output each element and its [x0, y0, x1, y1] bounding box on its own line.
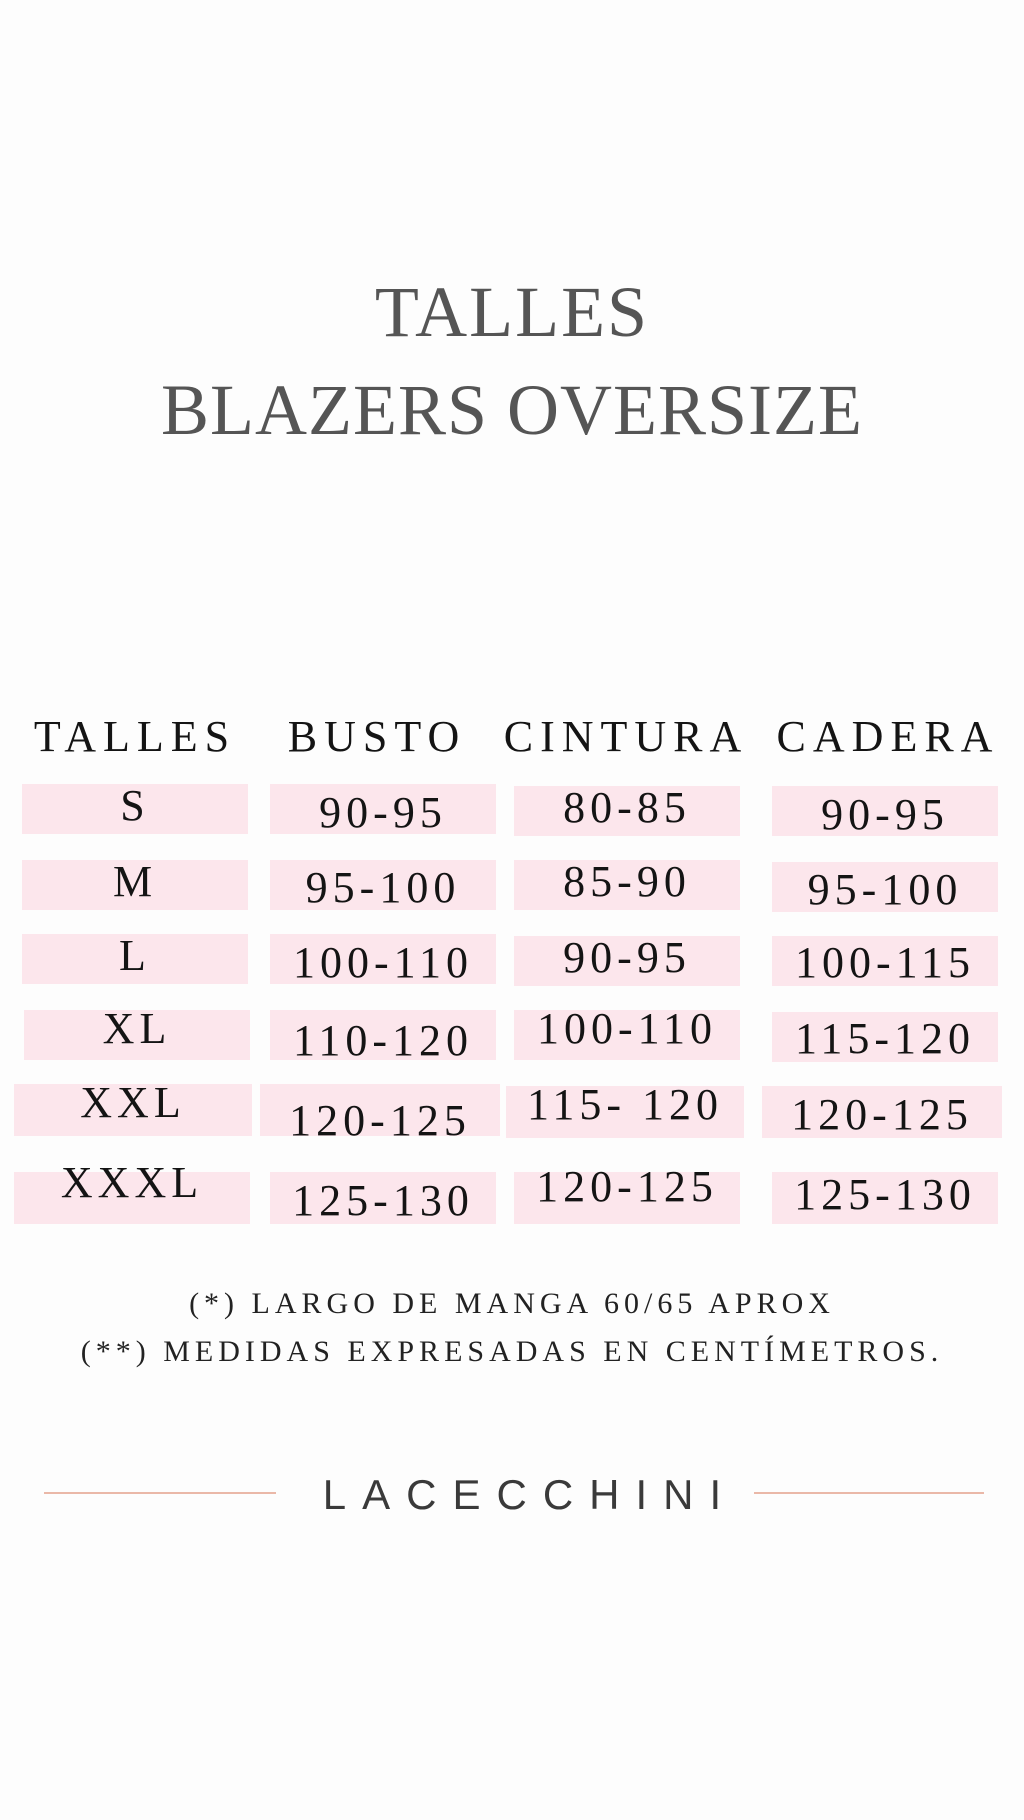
header-busto: BUSTO [287, 712, 467, 761]
divider-left [44, 1492, 276, 1494]
table-cell [24, 1004, 250, 1060]
table-cell [772, 936, 998, 986]
table-cell [514, 1162, 740, 1224]
cadera-value: 115-120 [794, 1014, 976, 1063]
cintura-value: 90-95 [563, 933, 691, 982]
cadera-value: 95-100 [807, 865, 963, 914]
table-cell [22, 931, 248, 984]
table-cell [772, 1172, 998, 1224]
cadera-value: 100-115 [794, 938, 976, 987]
cadera-value: 125-130 [794, 1170, 976, 1219]
busto-value: 90-95 [319, 788, 447, 837]
table-cell [514, 857, 740, 910]
busto-value: 125-130 [292, 1176, 474, 1225]
header-talles: TALLES [33, 712, 237, 761]
note-sleeve-length: (*) LARGO DE MANGA 60/65 APROX [189, 1287, 835, 1320]
size-label: XXXL [60, 1158, 204, 1207]
table-cell [270, 1010, 496, 1065]
size-label: XL [102, 1004, 172, 1053]
divider-right [754, 1492, 984, 1494]
table-cell [506, 1080, 744, 1138]
busto-value: 110-120 [292, 1016, 474, 1065]
cintura-value: 120-125 [536, 1162, 718, 1211]
table-cell [260, 1084, 500, 1145]
cintura-value: 100-110 [536, 1004, 718, 1053]
size-label: M [112, 857, 158, 906]
table-cell [514, 1004, 740, 1060]
page-subtitle: BLAZERS OVERSIZE [160, 370, 863, 450]
table-cell [270, 1172, 496, 1224]
busto-value: 100-110 [292, 938, 474, 987]
busto-value: 120-125 [289, 1096, 471, 1145]
cintura-value: 80-85 [563, 783, 691, 832]
cintura-value: 115- 120 [526, 1080, 724, 1129]
table-cell [270, 860, 496, 910]
header-cintura: CINTURA [503, 712, 749, 761]
brand-name: LACECCHINI [322, 1471, 738, 1518]
cadera-value: 120-125 [791, 1090, 973, 1139]
size-label: XXL [80, 1078, 186, 1127]
table-cell [762, 1086, 1002, 1138]
size-label: S [120, 781, 150, 830]
note-measurement-units: (**) MEDIDAS EXPRESADAS EN CENTÍMETROS. [80, 1335, 944, 1368]
table-cell [22, 781, 248, 834]
size-label: L [119, 931, 151, 980]
table-cell [772, 1012, 998, 1062]
table-cell [22, 857, 248, 910]
table-cell [772, 862, 998, 912]
cintura-value: 85-90 [563, 857, 691, 906]
page-title: TALLES [374, 272, 650, 352]
busto-value: 95-100 [305, 863, 461, 912]
table-cell [14, 1078, 252, 1136]
table-cell [270, 784, 496, 837]
table-cell [514, 933, 740, 986]
cadera-value: 90-95 [821, 790, 949, 839]
table-cell [514, 783, 740, 836]
table-cell [270, 934, 496, 987]
header-cadera: CADERA [776, 712, 1000, 761]
table-cell [14, 1158, 250, 1224]
table-cell [772, 786, 998, 839]
